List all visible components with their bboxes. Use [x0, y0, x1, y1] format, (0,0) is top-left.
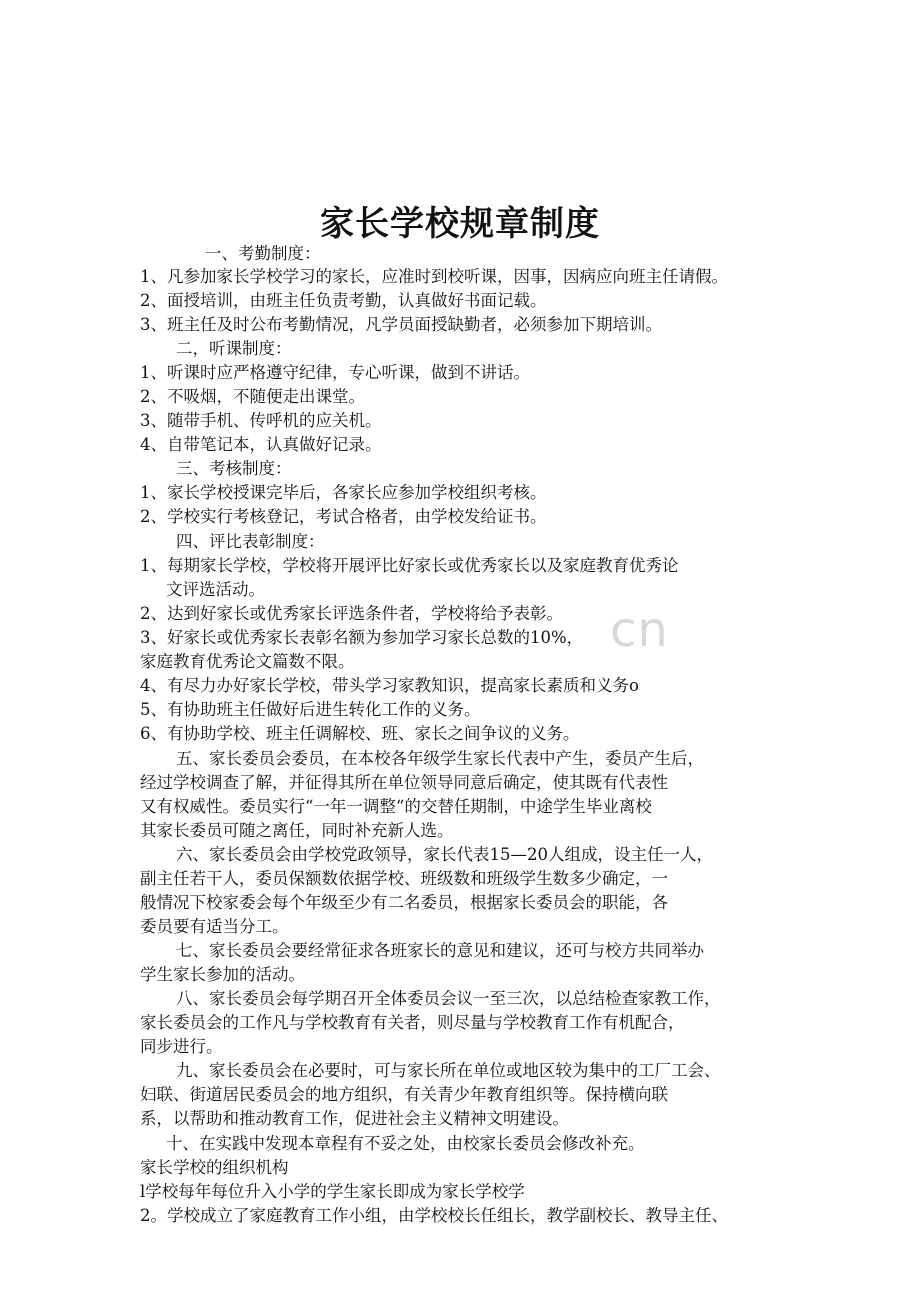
- text-line: 2、面授培训，由班主任负责考勤，认真做好书面记载。: [140, 291, 547, 310]
- text-line: 3、好家长或优秀家长表彰名额为参加学习家长总数的10%，: [140, 628, 584, 647]
- text-line: 八、家长委员会每学期召开全体委员会议一至三次，以总结检查家教工作，: [176, 989, 721, 1008]
- text-line: 1、凡参加家长学校学习的家长，应准时到校听课，因事，因病应向班主任请假。: [140, 267, 728, 286]
- text-line: 2、不吸烟，不随便走出课堂。: [140, 387, 365, 406]
- text-line: 3、随带手机、传呼机的应关机。: [140, 411, 382, 430]
- text-line: 学生家长参加的活动。: [140, 965, 305, 984]
- text-line: 委员要有适当分工。: [140, 917, 289, 936]
- section-heading: 四、评比表彰制度：: [176, 532, 325, 551]
- text-line: 六、家长委员会由学校党政领导，家长代表15—20人组成，设主任一人，: [176, 845, 713, 864]
- text-line: 家长委员会的工作凡与学校教育有关者，则尽量与学校教育工作有机配合，: [140, 1013, 685, 1032]
- document-title: 家长学校规章制度: [320, 204, 600, 244]
- text-line: 2、达到好家长或优秀家长评选条件者，学校将给予表彰。: [140, 604, 563, 623]
- text-line: 2。学校成立了家庭教育工作小组，由学校校长任组长，教学副校长、教导主任、: [140, 1206, 728, 1225]
- text-line: 6、有协助学校、班主任调解校、班、家长之间争议的义务。: [140, 724, 580, 743]
- text-line: 5、有协助班主任做好后进生转化工作的义务。: [140, 700, 481, 719]
- text-line: 文评选活动。: [166, 580, 265, 599]
- text-line: 2、学校实行考核登记，考试合格者，由学校发给证书。: [140, 507, 547, 526]
- text-line: 般情况下校家委会每个年级至少有二名委员，根据家长委员会的职能，各: [140, 893, 668, 912]
- section-heading: 二，听课制度：: [176, 339, 292, 358]
- text-line: 其家长委员可随之离任，同时补充新人选。: [140, 821, 454, 840]
- text-line: 系，以帮助和推动教育工作，促进社会主义精神文明建设。: [140, 1109, 569, 1128]
- text-line: 五、家长委员会委员，在本校各年级学生家长代表中产生，委员产生后，: [176, 749, 704, 768]
- text-line: 1、家长学校授课完毕后，各家长应参加学校组织考核。: [140, 483, 547, 502]
- text-line: 4、自带笔记本，认真做好记录。: [140, 435, 382, 454]
- text-line: 同步进行。: [140, 1037, 223, 1056]
- text-line: 4、有尽力办好家长学校，带头学习家教知识，提高家长素质和义务o: [140, 676, 639, 695]
- section-heading: 一、考勤制度：: [205, 244, 321, 263]
- text-line: 九、家长委员会在必要时，可与家长所在单位或地区较为集中的工厂工会、: [176, 1061, 721, 1080]
- watermark: cn: [610, 602, 669, 658]
- text-line: 家庭教育优秀论文篇数不限。: [140, 652, 355, 671]
- text-line: 七、家长委员会要经常征求各班家长的意见和建议，还可与校方共同举办: [176, 941, 704, 960]
- text-line: 十、在实践中发现本章程有不妥之处，由校家长委员会修改补充。: [166, 1134, 645, 1153]
- text-line: 又有权威性。委员实行“一年一调整“的交替任期制，中途学生毕业离校: [140, 797, 652, 816]
- text-line: 1、每期家长学校，学校将开展评比好家长或优秀家长以及家庭教育优秀论: [140, 556, 679, 575]
- text-line: 妇联、街道居民委员会的地方组织，有关青少年教育组织等。保持横向联: [140, 1085, 668, 1104]
- text-line: 3、班主任及时公布考勤情况，凡学员面授缺勤者，必须参加下期培训。: [140, 315, 662, 334]
- text-line: l学校每年每位升入小学的学生家长即成为家长学校学: [140, 1182, 525, 1201]
- text-line: 经过学校调查了解，并征得其所在单位领导同意后确定，使其既有代表性: [140, 773, 668, 792]
- text-line: 副主任若干人，委员保额数依据学校、班级数和班级学生数多少确定，一: [140, 869, 668, 888]
- text-line: 1、听课时应严格遵守纪律，专心听课，做到不讲话。: [140, 363, 530, 382]
- section-heading: 三、考核制度：: [176, 459, 292, 478]
- subsection-heading: 家长学校的组织机构: [140, 1158, 289, 1177]
